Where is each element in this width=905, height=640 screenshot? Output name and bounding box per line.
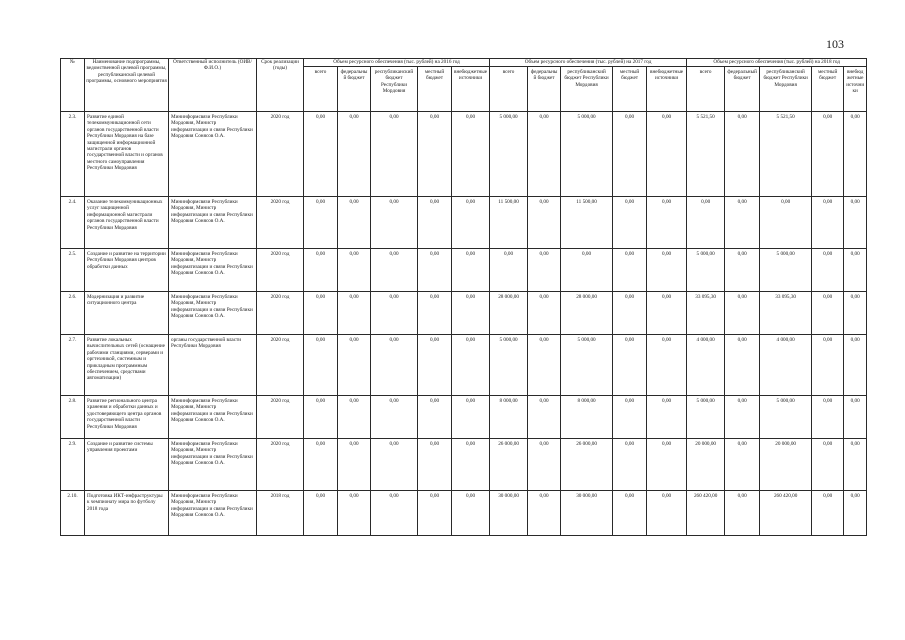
cell-2016-total: 0,00 xyxy=(304,439,338,491)
cell-2016-federal: 0,00 xyxy=(338,292,371,335)
header-num: № xyxy=(61,59,85,112)
cell-2017-republic: 8 000,00 xyxy=(561,396,613,439)
table-row xyxy=(61,439,867,491)
cell-2017-republic: 26 000,00 xyxy=(561,439,613,491)
header-total-2018: всего xyxy=(687,67,725,112)
cell-2018-extra: 0,00 xyxy=(844,249,867,292)
cell-2016-extra: 0,00 xyxy=(452,197,490,249)
cell-2016-republic: 0,00 xyxy=(371,197,418,249)
cell-2017-republic: 0,00 xyxy=(561,249,613,292)
cell-2017-local: 0,00 xyxy=(613,396,647,439)
cell-2016-federal: 0,00 xyxy=(338,491,371,536)
cell-2017-republic: 30 000,00 xyxy=(561,491,613,536)
cell-2016-local: 0,00 xyxy=(418,491,452,536)
cell-2017-federal: 0,00 xyxy=(528,335,561,396)
cell-2017-local: 0,00 xyxy=(613,197,647,249)
cell-2016-total: 0,00 xyxy=(304,396,338,439)
cell-2016-extra: 0,00 xyxy=(452,439,490,491)
cell-2017-local: 0,00 xyxy=(613,439,647,491)
cell-2017-federal: 0,00 xyxy=(528,292,561,335)
row-name: Модернизация и развитие ситуационного центра xyxy=(85,292,169,335)
table-row xyxy=(61,197,867,249)
cell-2016-total: 0,00 xyxy=(304,292,338,335)
cell-2016-republic: 0,00 xyxy=(371,439,418,491)
cell-2016-total: 0,00 xyxy=(304,335,338,396)
cell-2016-extra: 0,00 xyxy=(452,112,490,197)
cell-2016-total: 0,00 xyxy=(304,491,338,536)
row-name: Развитие регионального центра хранения и обработки данных и удостоверяющего центра органов государственной власти Республики Мордовия xyxy=(85,396,169,439)
cell-2017-total: 5 000,00 xyxy=(490,335,528,396)
cell-2016-federal: 0,00 xyxy=(338,439,371,491)
row-deadline: 2020 год xyxy=(257,396,304,439)
cell-2018-total: 5 521,50 xyxy=(687,112,725,197)
cell-2017-republic: 5 000,00 xyxy=(561,335,613,396)
cell-2016-federal: 0,00 xyxy=(338,249,371,292)
row-num: 2.3. xyxy=(61,112,85,197)
row-name: Создание и развитие на территории Республики Мордовия центров обработки данных xyxy=(85,249,169,292)
cell-2017-federal: 0,00 xyxy=(528,396,561,439)
header-republic-2016: республиканский бюджет Республики Мордовия xyxy=(371,67,418,112)
table-row xyxy=(61,112,867,197)
row-responsible: Мининформсвязи Республики Мордовия, Министр информатизации и связи Республики Мордовия Сонясов О.А. xyxy=(169,197,257,249)
row-num: 2.5. xyxy=(61,249,85,292)
cell-2016-republic: 0,00 xyxy=(371,491,418,536)
cell-2018-republic: 5 521,50 xyxy=(760,112,812,197)
header-total-2017: всего xyxy=(490,67,528,112)
cell-2018-federal: 0,00 xyxy=(725,197,760,249)
row-deadline: 2020 год xyxy=(257,112,304,197)
header-extra-2016: внебюджетные источники xyxy=(452,67,490,112)
cell-2017-extra: 0,00 xyxy=(647,292,687,335)
cell-2018-republic: 5 000,00 xyxy=(760,249,812,292)
cell-2018-local: 0,00 xyxy=(812,439,844,491)
cell-2018-local: 0,00 xyxy=(812,396,844,439)
cell-2018-total: 260 420,00 xyxy=(687,491,725,536)
cell-2018-local: 0,00 xyxy=(812,491,844,536)
header-name: Наименование подпрограммы, ведомственной целевой программы, республиканской целевой программы, основного мероприятия xyxy=(85,59,169,112)
cell-2017-total: 11 500,00 xyxy=(490,197,528,249)
cell-2016-federal: 0,00 xyxy=(338,112,371,197)
header-deadline: Срок реализации (годы) xyxy=(257,59,304,112)
cell-2018-total: 5 000,00 xyxy=(687,396,725,439)
row-num: 2.6. xyxy=(61,292,85,335)
cell-2017-republic: 5 000,00 xyxy=(561,112,613,197)
cell-2018-extra: 0,00 xyxy=(844,396,867,439)
header-extra-2018: внебюджетные источники xyxy=(844,67,867,112)
cell-2018-federal: 0,00 xyxy=(725,249,760,292)
cell-2017-extra: 0,00 xyxy=(647,335,687,396)
row-deadline: 2020 год xyxy=(257,197,304,249)
header-federal-2016: федеральный бюджет xyxy=(338,67,371,112)
cell-2016-federal: 0,00 xyxy=(338,335,371,396)
row-deadline: 2018 год xyxy=(257,491,304,536)
cell-2018-federal: 0,00 xyxy=(725,292,760,335)
cell-2016-extra: 0,00 xyxy=(452,249,490,292)
cell-2018-total: 4 000,00 xyxy=(687,335,725,396)
cell-2016-federal: 0,00 xyxy=(338,396,371,439)
header-federal-2018: федеральный бюджет xyxy=(725,67,760,112)
cell-2016-local: 0,00 xyxy=(418,292,452,335)
header-group-2017: Объем ресурсного обеспечения (тыс. рублей) на 2017 год xyxy=(490,59,687,67)
row-responsible: Мининформсвязи Республики Мордовия, Министр информатизации и связи Республики Мордовия Сонясов О.А. xyxy=(169,249,257,292)
cell-2017-federal: 0,00 xyxy=(528,491,561,536)
row-num: 2.4. xyxy=(61,197,85,249)
cell-2016-extra: 0,00 xyxy=(452,335,490,396)
cell-2018-extra: 0,00 xyxy=(844,112,867,197)
cell-2017-extra: 0,00 xyxy=(647,491,687,536)
cell-2016-total: 0,00 xyxy=(304,197,338,249)
cell-2017-total: 28 000,00 xyxy=(490,292,528,335)
header-local-2018: местный бюджет xyxy=(812,67,844,112)
header-republic-2018: республиканский бюджет Республики Мордовия xyxy=(760,67,812,112)
row-responsible: Мининформсвязи Республики Мордовия, Министр информатизации и связи Республики Мордовия Сонясов О.А. xyxy=(169,439,257,491)
header-row-groups xyxy=(61,59,867,67)
cell-2018-extra: 0,00 xyxy=(844,335,867,396)
row-name: Развитие единой телекоммуникационной сети органов государственной власти Республики Мордовия на базе защищенной информационной магистрали органов государственной власти и органов местного самоуправления Республики Мордовия xyxy=(85,112,169,197)
cell-2016-federal: 0,00 xyxy=(338,197,371,249)
cell-2018-extra: 0,00 xyxy=(844,292,867,335)
header-extra-2017: внебюджетные источники xyxy=(647,67,687,112)
cell-2017-total: 26 000,00 xyxy=(490,439,528,491)
cell-2016-extra: 0,00 xyxy=(452,292,490,335)
cell-2018-total: 20 000,00 xyxy=(687,439,725,491)
cell-2016-local: 0,00 xyxy=(418,249,452,292)
cell-2016-local: 0,00 xyxy=(418,197,452,249)
table-row xyxy=(61,396,867,439)
cell-2017-extra: 0,00 xyxy=(647,396,687,439)
cell-2018-federal: 0,00 xyxy=(725,439,760,491)
cell-2016-local: 0,00 xyxy=(418,439,452,491)
header-responsible: Ответственный исполнитель (ОИВ/Ф.И.О.) xyxy=(169,59,257,112)
cell-2018-local: 0,00 xyxy=(812,112,844,197)
row-responsible: Мининформсвязи Республики Мордовия, Министр информатизации и связи Республики Мордовия Сонясов О.А. xyxy=(169,396,257,439)
header-federal-2017: федеральный бюджет xyxy=(528,67,561,112)
cell-2017-republic: 11 500,00 xyxy=(561,197,613,249)
cell-2018-republic: 5 000,00 xyxy=(760,396,812,439)
cell-2017-extra: 0,00 xyxy=(647,112,687,197)
row-responsible: Мининформсвязи Республики Мордовия, Министр информатизации и связи Республики Мордовия Сонясов О.А. xyxy=(169,491,257,536)
cell-2016-local: 0,00 xyxy=(418,335,452,396)
cell-2016-local: 0,00 xyxy=(418,112,452,197)
row-name: Развитие локальных вычислительных сетей (оснащение рабочими станциями, серверами и оргтехникой, системным и прикладным программным обеспечением, средствами автоматизации) xyxy=(85,335,169,396)
table-row xyxy=(61,292,867,335)
row-name: Создание и развитие системы управления проектами xyxy=(85,439,169,491)
cell-2017-total: 5 000,00 xyxy=(490,112,528,197)
cell-2018-extra: 0,00 xyxy=(844,197,867,249)
row-deadline: 2020 год xyxy=(257,249,304,292)
cell-2017-extra: 0,00 xyxy=(647,439,687,491)
cell-2017-total: 8 000,00 xyxy=(490,396,528,439)
cell-2018-local: 0,00 xyxy=(812,292,844,335)
cell-2018-federal: 0,00 xyxy=(725,335,760,396)
resource-table xyxy=(60,58,867,536)
cell-2017-federal: 0,00 xyxy=(528,197,561,249)
cell-2016-republic: 0,00 xyxy=(371,396,418,439)
cell-2018-total: 0,00 xyxy=(687,197,725,249)
cell-2018-total: 5 000,00 xyxy=(687,249,725,292)
cell-2017-federal: 0,00 xyxy=(528,112,561,197)
row-name: Оказание телекоммуникационных услуг защищенной информационной магистрали органов государственной власти Республики Мордовия xyxy=(85,197,169,249)
cell-2018-local: 0,00 xyxy=(812,197,844,249)
cell-2017-extra: 0,00 xyxy=(647,249,687,292)
header-group-2016: Объем ресурсного обеспечения (тыс. рублей) на 2016 год xyxy=(304,59,490,67)
row-num: 2.10. xyxy=(61,491,85,536)
cell-2017-extra: 0,00 xyxy=(647,197,687,249)
cell-2018-republic: 260 420,00 xyxy=(760,491,812,536)
header-republic-2017: республиканский бюджет Республики Мордовия xyxy=(561,67,613,112)
row-num: 2.9. xyxy=(61,439,85,491)
cell-2017-local: 0,00 xyxy=(613,491,647,536)
row-num: 2.7. xyxy=(61,335,85,396)
cell-2018-total: 33 095,30 xyxy=(687,292,725,335)
cell-2017-local: 0,00 xyxy=(613,112,647,197)
cell-2017-local: 0,00 xyxy=(613,292,647,335)
cell-2016-extra: 0,00 xyxy=(452,396,490,439)
table-row xyxy=(61,249,867,292)
cell-2017-total: 0,00 xyxy=(490,249,528,292)
cell-2017-total: 30 000,00 xyxy=(490,491,528,536)
row-deadline: 2020 год xyxy=(257,335,304,396)
cell-2018-federal: 0,00 xyxy=(725,396,760,439)
row-responsible: Мининформсвязи Республики Мордовия, Министр информатизации и связи Республики Мордовия Сонясов О.А. xyxy=(169,112,257,197)
cell-2018-local: 0,00 xyxy=(812,335,844,396)
cell-2016-total: 0,00 xyxy=(304,112,338,197)
cell-2018-extra: 0,00 xyxy=(844,439,867,491)
page-number: 103 xyxy=(826,37,844,51)
cell-2018-federal: 0,00 xyxy=(725,112,760,197)
cell-2018-republic: 20 000,00 xyxy=(760,439,812,491)
row-deadline: 2020 год xyxy=(257,292,304,335)
cell-2016-local: 0,00 xyxy=(418,396,452,439)
cell-2018-republic: 0,00 xyxy=(760,197,812,249)
row-num: 2.8. xyxy=(61,396,85,439)
row-deadline: 2020 год xyxy=(257,439,304,491)
cell-2018-republic: 33 095,30 xyxy=(760,292,812,335)
cell-2016-republic: 0,00 xyxy=(371,292,418,335)
header-group-2018: Объем ресурсного обеспечения (тыс. рублей) на 2018 год xyxy=(687,59,867,67)
cell-2018-local: 0,00 xyxy=(812,249,844,292)
header-local-2017: местный бюджет xyxy=(613,67,647,112)
table-row xyxy=(61,491,867,536)
cell-2018-republic: 4 000,00 xyxy=(760,335,812,396)
cell-2017-federal: 0,00 xyxy=(528,439,561,491)
cell-2016-republic: 0,00 xyxy=(371,112,418,197)
cell-2016-republic: 0,00 xyxy=(371,335,418,396)
cell-2017-local: 0,00 xyxy=(613,335,647,396)
cell-2017-local: 0,00 xyxy=(613,249,647,292)
cell-2018-federal: 0,00 xyxy=(725,491,760,536)
cell-2016-republic: 0,00 xyxy=(371,249,418,292)
row-name: Подготовка ИКТ-инфраструктуры к чемпионату мира по футболу 2018 года xyxy=(85,491,169,536)
cell-2017-republic: 28 000,00 xyxy=(561,292,613,335)
table-row xyxy=(61,335,867,396)
cell-2016-total: 0,00 xyxy=(304,249,338,292)
cell-2016-extra: 0,00 xyxy=(452,491,490,536)
header-local-2016: местный бюджет xyxy=(418,67,452,112)
row-responsible: Мининформсвязи Республики Мордовия, Министр информатизации и связи Республики Мордовия Сонясов О.А. xyxy=(169,292,257,335)
row-responsible: органы государственной власти Республики Мордовия xyxy=(169,335,257,396)
header-total-2016: всего xyxy=(304,67,338,112)
cell-2018-extra: 0,00 xyxy=(844,491,867,536)
cell-2017-federal: 0,00 xyxy=(528,249,561,292)
